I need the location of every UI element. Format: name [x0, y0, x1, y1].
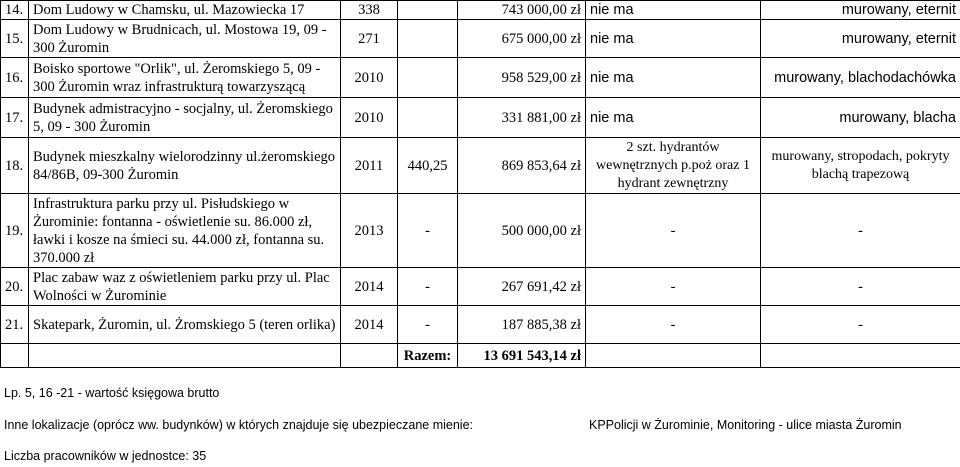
- property-value: 743 000,00 zł: [458, 1, 586, 20]
- table-row: [1, 1, 960, 20]
- material: -: [761, 194, 960, 268]
- area: [398, 58, 458, 98]
- property-value: 958 529,00 zł: [458, 58, 586, 98]
- lp-note: Lp. 5, 16 -21 - wartość księgowa brutto: [4, 386, 220, 400]
- row-number: 17.: [1, 98, 29, 138]
- row-number: 21.: [1, 306, 29, 344]
- security: -: [586, 268, 761, 306]
- property-name: Plac zabaw waz z oświetleniem parku przy ul. Plac Wolności w Żurominie: [29, 268, 341, 306]
- property-value: 267 691,42 zł: [458, 268, 586, 306]
- row-number: 15.: [1, 20, 29, 58]
- property-value: 869 853,64 zł: [458, 138, 586, 194]
- total-row: [1, 344, 960, 368]
- area: [398, 20, 458, 58]
- area: -: [398, 268, 458, 306]
- row-number: 16.: [1, 58, 29, 98]
- table-row: [1, 20, 960, 58]
- year-built: 338: [341, 1, 398, 20]
- property-value: 187 885,38 zł: [458, 306, 586, 344]
- property-value: 675 000,00 zł: [458, 20, 586, 58]
- security: nie ma: [586, 98, 761, 138]
- year-built: 2013: [341, 194, 398, 268]
- year-built: 2010: [341, 98, 398, 138]
- property-name: Boisko sportowe "Orlik", ul. Żeromskiego 5, 09 - 300 Żuromin wraz infrastrukturą towarzyszącą: [29, 58, 341, 98]
- year-built: 2010: [341, 58, 398, 98]
- material: murowany, eternit: [761, 1, 960, 20]
- table-row: [1, 138, 960, 194]
- property-name: Budynek mieszkalny wielorodzinny ul.żeromskiego 84/86B, 09-300 Żuromin: [29, 138, 341, 194]
- table-row: [1, 194, 960, 268]
- security: 2 szt. hydrantów wewnętrznych p.poż oraz 1 hydrant zewnętrzny: [586, 138, 761, 194]
- row-number: 19.: [1, 194, 29, 268]
- row-number: 14.: [1, 1, 29, 20]
- area: [398, 1, 458, 20]
- row-number: 20.: [1, 268, 29, 306]
- material: murowany, blachodachówka: [761, 58, 960, 98]
- property-value: 331 881,00 zł: [458, 98, 586, 138]
- area: -: [398, 194, 458, 268]
- locations-value: KPPolicji w Żurominie, Monitoring - ulice miasta Żuromin: [589, 418, 902, 432]
- total-label: Razem:: [398, 344, 458, 368]
- table-row: [1, 306, 960, 344]
- year-built: 2011: [341, 138, 398, 194]
- property-name: Infrastruktura parku przy ul. Pisłudskiego w Żurominie: fontanna - oświetlenie su. 86.000 zł, ławki i kosze na śmieci su. 44.000 zł, fontanna su. 370.000 zł: [29, 194, 341, 268]
- year-built: 2014: [341, 268, 398, 306]
- employees-count: Liczba pracowników w jednostce: 35: [4, 449, 207, 463]
- property-name: Skatepark, Żuromin, ul. Żromskiego 5 (teren orlika): [29, 306, 341, 344]
- table-row: [1, 98, 960, 138]
- row-number: 18.: [1, 138, 29, 194]
- material: murowany, eternit: [761, 20, 960, 58]
- material: murowany, stropodach, pokryty blachą trapezową: [761, 138, 960, 194]
- security: nie ma: [586, 58, 761, 98]
- area: -: [398, 306, 458, 344]
- property-name: Budynek admistracyjno - socjalny, ul. Żeromskiego 5, 09 - 300 Żuromin: [29, 98, 341, 138]
- property-value: 500 000,00 zł: [458, 194, 586, 268]
- security: nie ma: [586, 1, 761, 20]
- material: murowany, blacha: [761, 98, 960, 138]
- security: -: [586, 306, 761, 344]
- locations-label: Inne lokalizacje (oprócz ww. budynków) w których znajduje się ubezpieczane mienie:: [4, 418, 473, 432]
- security: nie ma: [586, 20, 761, 58]
- area: [398, 98, 458, 138]
- property-name: Dom Ludowy w Chamsku, ul. Mazowiecka 17: [29, 1, 341, 20]
- table-row: [1, 58, 960, 98]
- area: 440,25: [398, 138, 458, 194]
- material: -: [761, 268, 960, 306]
- table-row: [1, 268, 960, 306]
- property-name: Dom Ludowy w Brudnicach, ul. Mostowa 19, 09 - 300 Żuromin: [29, 20, 341, 58]
- year-built: 2014: [341, 306, 398, 344]
- security: -: [586, 194, 761, 268]
- year-built: 271: [341, 20, 398, 58]
- material: -: [761, 306, 960, 344]
- total-value: 13 691 543,14 zł: [458, 344, 586, 368]
